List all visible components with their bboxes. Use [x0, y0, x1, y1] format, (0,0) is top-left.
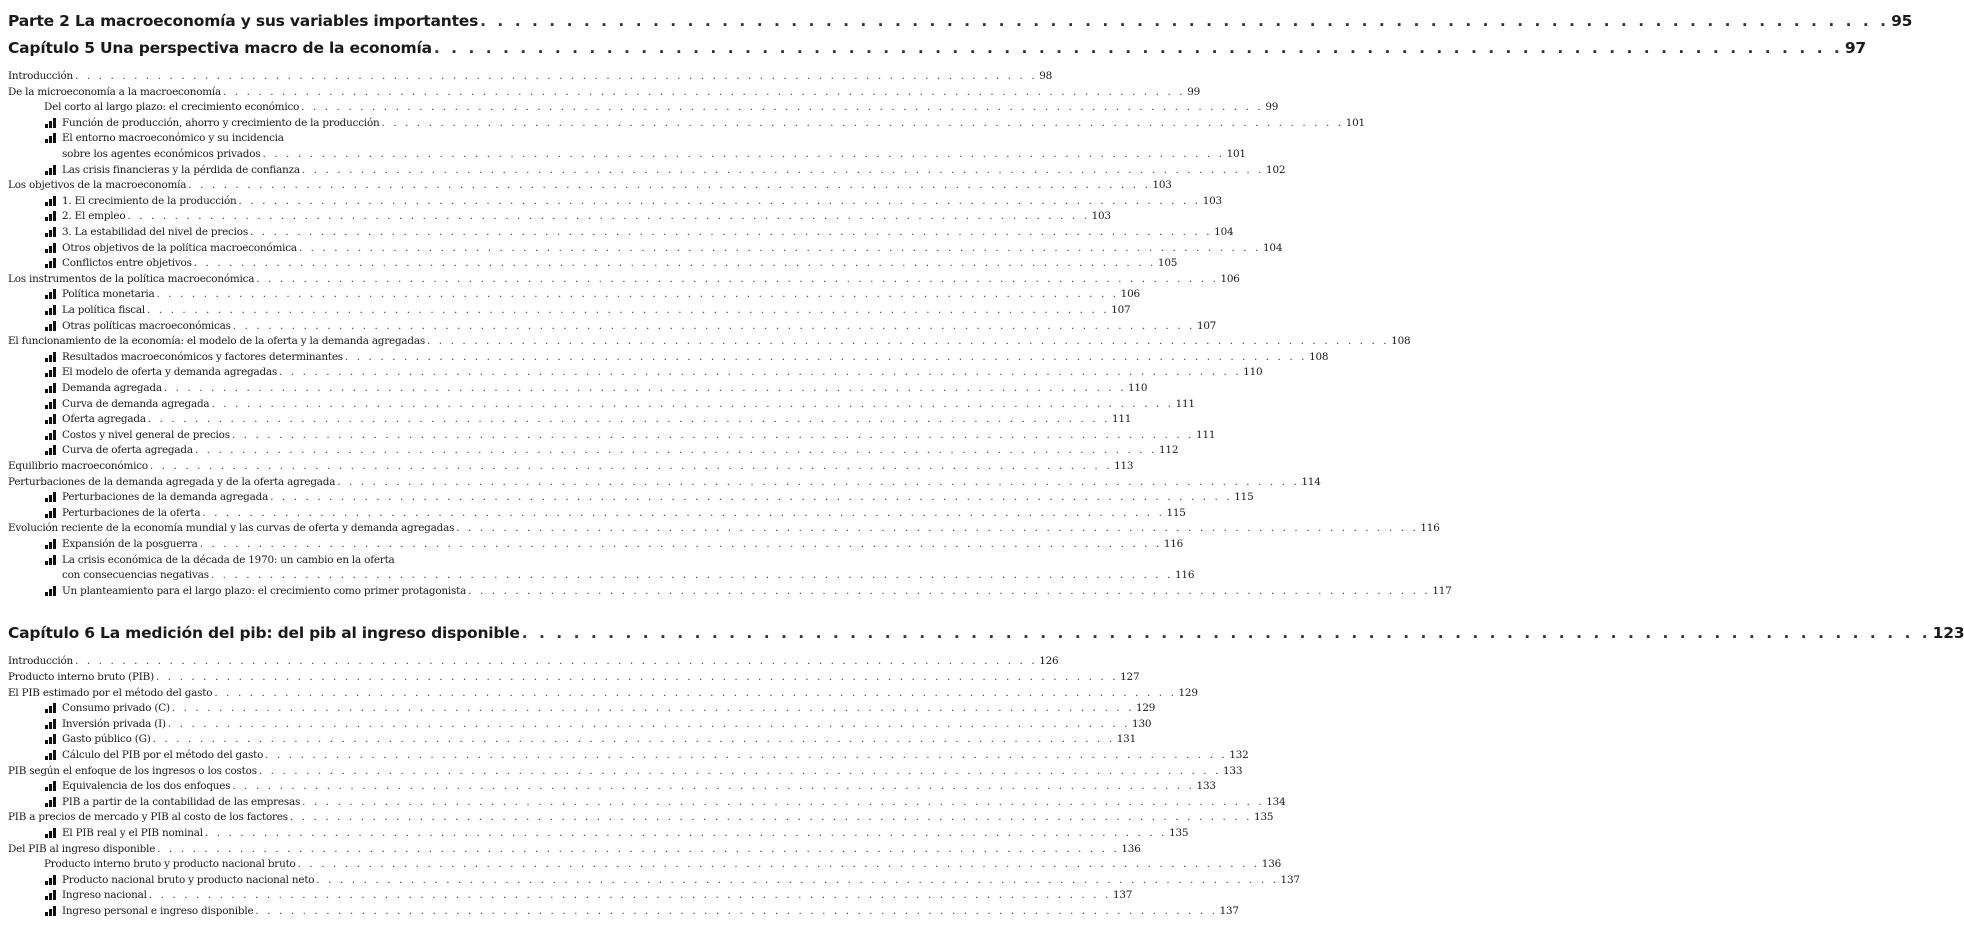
- toc-page-number: 129: [1135, 702, 1156, 715]
- toc-section-entry[interactable]: [8, 68, 1053, 82]
- toc-subsection-entry[interactable]: [62, 567, 1195, 582]
- bar-chart-icon: [44, 227, 59, 238]
- dot-leader: . . . . . . . . . . . . . . . . . . . . . . . . . . . . . . . . . . . . . . . . . . . . . . . . . . . . . . . . . . . . . . . . . . . . . . . . . . . . . . . . . .: [381, 116, 1344, 129]
- toc-section-entry[interactable]: [8, 271, 1240, 285]
- bar-chart-icon: [44, 797, 59, 808]
- toc-subsection-entry[interactable]: [44, 442, 1179, 457]
- toc-page-number: 107: [1196, 319, 1217, 332]
- toc-subsection-entry[interactable]: [44, 794, 1286, 808]
- dot-leader: . . . . . . . . . . . . . . . . . . . . . . . . . . . . . . . . . . . . . . . . . . . . . . . . . . . . . . . . . . . . . . . . . . . . . . . . . . . . . . . . . .: [211, 397, 1174, 410]
- toc-entry-title: Ingreso nacional: [62, 889, 147, 902]
- toc-subsection-entry[interactable]: [44, 99, 1279, 114]
- toc-entry-title: Un planteamiento para el largo plazo: el crecimiento como primer protagonista: [62, 584, 467, 597]
- bar-chart-icon: [44, 367, 59, 378]
- dot-leader: . . . . . . . . . . . . . . . . . . . . . . . . . . . . . . . . . . . . . . . . . . . . . . . . . . . . . . . . . . . . . . . . . . . . . . . . . . . . . . . . . .: [468, 584, 1431, 597]
- dot-leader: . . . . . . . . . . . . . . . . . . . . . . . . . . . . . . . . . . . . . . . . . . . . . . . . . . . . . . . . . . . . . . . . . . . . . . . . . . . . . . . . . .: [256, 272, 1219, 285]
- toc-entry-title: La crisis económica de la década de 1970: un cambio en la oferta: [62, 553, 395, 566]
- toc-entry-title: PIB a precios de mercado y PIB al costo de los factores: [8, 811, 288, 824]
- toc-subsection-entry[interactable]: [44, 427, 1216, 441]
- toc-entry-title: Perturbaciones de la oferta: [62, 506, 201, 519]
- toc-subsection-entry[interactable]: [44, 505, 1186, 519]
- toc-page-number: 131: [1116, 733, 1136, 746]
- bar-chart-icon: [44, 445, 59, 456]
- toc-entry-title: Del corto al largo plazo: el crecimiento económico: [44, 101, 300, 114]
- toc-entry-title: Perturbaciones de la demanda agregada: [62, 491, 269, 504]
- toc-page-number: 135: [1254, 811, 1274, 824]
- toc-page-number: 103: [1091, 210, 1111, 223]
- toc-page-number: 110: [1128, 382, 1148, 394]
- toc-subsection-entry[interactable]: [44, 130, 592, 144]
- toc-entry-title: Introducción: [8, 70, 74, 82]
- toc-subsection-entry[interactable]: [44, 583, 1452, 597]
- dot-leader: . . . . . . . . . . . . . . . . . . . . . . . . . . . . . . . . . . . . . . . . . . . . . . . . . . . . . . . . . . . . . . . . . . . . . . . . . . . . . . . . . .: [344, 350, 1308, 363]
- toc-entry-title: Gasto público (G): [62, 733, 151, 746]
- toc-page-number: 108: [1309, 350, 1329, 363]
- bar-chart-icon: [44, 906, 59, 917]
- toc-subsection-entry[interactable]: [44, 240, 1283, 254]
- dot-leader: . . . . . . . . . . . . . . . . . . . . . . . . . . . . . . . . . . . . . . . . . . . . . . . . . . . . . . . . . . . . . . . . . . . . . . . . . . . . . . . . . .: [232, 319, 1195, 332]
- toc-subsection-entry[interactable]: [44, 716, 1152, 730]
- toc-page-number: 103: [1202, 194, 1222, 207]
- toc-entry-title: El entorno macroeconómico y su incidencia: [62, 132, 284, 145]
- toc-entry-title: Del PIB al ingreso disponible: [8, 842, 156, 855]
- toc-subsection-entry[interactable]: [44, 731, 1136, 746]
- toc-subsection-entry[interactable]: [44, 489, 1254, 504]
- dot-leader: . . . . . . . . . . . . . . . . . . . . . . . . . . . . . . . . . . . . . . . . . . . . . . . . . . . . . . . . . . . . . . . . . . . . . . . . . . . . . . . . . .: [147, 304, 1110, 316]
- toc-page-number: 104: [1214, 226, 1234, 238]
- toc-entry-title: Costos y nivel general de precios: [62, 428, 230, 441]
- toc-entry-title: Curva de demanda agregada: [62, 397, 210, 410]
- toc-subsection-entry[interactable]: [44, 162, 1286, 176]
- toc-page-number: 98: [1039, 70, 1053, 82]
- bar-chart-icon: [44, 383, 59, 394]
- bar-chart-icon: [44, 118, 59, 129]
- toc-entry-title: Producto interno bruto y producto nacional bruto: [44, 858, 296, 871]
- toc-entry-title: Otras políticas macroeconómicas: [62, 319, 231, 332]
- toc-section-entry[interactable]: [8, 520, 1440, 535]
- dot-leader: . . . . . . . . . . . . . . . . . . . . . . . . . . . . . . . . . . . . . . . . . . . . . . . . . . . . . . . . . . . . . . . . . . . . . . . . . . . . . . . . . .: [210, 569, 1173, 582]
- bar-chart-icon: [44, 289, 59, 300]
- toc-page-number: 132: [1229, 749, 1249, 761]
- toc-entry-title: Demanda agregada: [62, 382, 162, 394]
- dot-leader: . . . . . . . . . . . . . . . . . . . . . . . . . . . . . . . . . . . . . . . . . . . . . . . . . . . . . . . . . . . . . . . . . . . . . . . . . . . . . . . . . .: [337, 475, 1300, 488]
- toc-entry-title: Cálculo del PIB por el método del gasto: [62, 749, 264, 761]
- toc-page-number: 123: [1932, 624, 1964, 643]
- toc-page-number: 134: [1266, 795, 1286, 808]
- bar-chart-icon: [44, 258, 59, 269]
- toc-entry-title: con consecuencias negativas: [62, 569, 209, 582]
- toc-entry-title: Consumo privado (C): [62, 702, 170, 715]
- toc-entry-title: Función de producción, ahorro y crecimiento de la producción: [62, 116, 380, 129]
- dot-leader: . . . . . . . . . . . . . . . . . . . . . . . . . . . . . . . . . . . . . . . . . . . . . . . . . . . . . . . . . . . . . . . . . . . . . . . . . . . . . . . . . .: [148, 889, 1111, 902]
- bar-chart-icon: [44, 492, 59, 503]
- toc-section-entry[interactable]: [8, 458, 1134, 472]
- dot-leader: . . . . . . . . . . . . . . . . . . . . . . . . . . . . . . . . . . . . . . . . . . . . . . . . . . . . . . . . . . . . . . . . . . . . . . . . . . . . . . . . . .: [157, 842, 1120, 855]
- toc-subsection-entry[interactable]: [44, 825, 1189, 839]
- dot-leader: . . . . . . . . . . . . . . . . . . . . . . . . . . . . . . . . . . . . . . . . . . . . . . . . . . . . . . . . . . . . . . . . . . . . . . . . . . . . . . . . . .: [156, 288, 1119, 301]
- dot-leader: . . . . . . . . . . . . . . . . . . . . . . . . . . . . . . . . . . . . . . . . . . . . . . . . . . . . . . . . . . . . . . . . . . . . . . . . . . . . . . . . . .: [75, 70, 1038, 82]
- toc-entry-title: PIB según el enfoque de los ingresos o los costos: [8, 764, 257, 777]
- dot-leader: . . . . . . . . . . . . . . . . . . . . . . . . . . . . . . . . . . . . . . . . . . . . . . . . . . . . . . . . . . . . . . . . . . . . . . . . . . . . . . . . . .: [152, 733, 1115, 746]
- toc-section-entry[interactable]: [8, 685, 1198, 699]
- toc-section-entry[interactable]: [8, 333, 1411, 348]
- dot-leader: . . . . . . . . . . . . . . . . . . . . . . . . . . . . . . . . . . . . . . . . . . . . . . . . . . . . . . . . . . . . . . . . . . . . . . . . . . . . . . . . . .: [289, 811, 1253, 824]
- bar-chart-icon: [44, 196, 59, 207]
- toc-page-number: 102: [1266, 163, 1286, 176]
- dot-leader: . . . . . . . . . . . . . . . . . . . . . . . . . . . . . . . . . . . . . . . . . . . . . . . . . . . . . . . . . . . . . . . . . . . . . . . . . . . . . . . . . .: [456, 522, 1419, 535]
- dot-leader: . . . . . . . . . . . . . . . . . . . . . . . . . . . . . . . . . . . . . . . . . . . . . . . . . . . . . . . . . . . . . . . . . . . . . . . . . . . . . . . . . .: [214, 686, 1177, 699]
- toc-page-number: 101: [1226, 148, 1246, 160]
- dot-leader: . . . . . . . . . . . . . . . . . . . . . . . . . . . . . . . . . . . . . . . . . . . . . . . . . . . . . . . . . . . . . . . . . . . . . . . . . . . . . . . . . .: [427, 335, 1390, 348]
- toc-section-entry[interactable]: [8, 669, 1140, 683]
- bar-chart-icon: [44, 211, 59, 222]
- toc-entry-title: Conflictos entre objetivos: [62, 257, 192, 270]
- dot-leader: . . . . . . . . . . . . . . . . . . . . . . . . . . . . . . . . . . . . . . . . . . . . . . . . . . . . . . . . . . . . . . . . . . . . . . . . . . . . . . . . . .: [297, 858, 1260, 871]
- toc-subsection-entry[interactable]: [44, 255, 1178, 270]
- toc-subsection-entry[interactable]: [44, 115, 1365, 129]
- bar-chart-icon: [44, 875, 59, 886]
- toc-page-number: 111: [1196, 428, 1216, 441]
- toc-entry-title: Producto interno bruto (PIB): [8, 671, 154, 683]
- bar-chart-icon: [44, 586, 59, 597]
- toc-section-entry[interactable]: [8, 474, 1321, 488]
- toc-page-number: 116: [1163, 538, 1184, 550]
- toc-entry-title: Capítulo 6 La medición del pib: del pib al ingreso disponible: [8, 624, 520, 643]
- toc-page-number: 107: [1111, 304, 1131, 316]
- toc-page-number: 101: [1345, 116, 1365, 129]
- toc-subsection-entry[interactable]: [44, 778, 1216, 793]
- toc-entry-title: Los objetivos de la macroeconomía: [8, 179, 187, 192]
- toc-entry-title: Política monetaria: [62, 288, 155, 301]
- dot-leader: . . . . . . . . . . . . . . . . . . . . . . . . . . . . . . . . . . . . . . . . . . . . . . . . . . . . . . . . . . . . . . . . . . . . . . . . . . . . . . . . . .: [232, 780, 1195, 793]
- dot-leader: . . . . . . . . . . . . . . . . . . . . . . . . . . . . . . . . . . . . . . . . . . . . . . . . . . . . . . . . . . . . . . . . . . . . . . . . . . . . . . . . . .: [249, 226, 1213, 238]
- toc-page-number: 97: [1844, 39, 1866, 57]
- bar-chart-icon: [44, 703, 59, 714]
- toc-entry-title: Ingreso personal e ingreso disponible: [62, 905, 254, 917]
- toc-entry-title: Perturbaciones de la demanda agregada y de la oferta agregada: [8, 475, 336, 488]
- toc-entry-title: Introducción: [8, 655, 74, 668]
- toc-page-number: 116: [1420, 522, 1440, 535]
- dot-leader: . . . . . . . . . . . . . . . . . . . . . . . . . . . . . . . . . . . . . . . . . . . . . . . . . . . . . . . . . . . . . . . . . . . . . . . . . . . . . . . . . .: [302, 795, 1265, 808]
- toc-subsection-entry[interactable]: [44, 380, 1148, 394]
- toc-subsection-entry[interactable]: [44, 887, 1133, 902]
- toc-subsection-entry[interactable]: [44, 396, 1195, 410]
- toc-entry-title: Otros objetivos de la política macroeconómica: [62, 241, 297, 254]
- dot-leader: . . . . . . . . . . . . . . . . . . . . . . . . . . . . . . . . . . . . . . . . . . . . . . . . . . . . . . . . . . . . . . . . . . . . . . . . . . . . . . . . . .: [193, 257, 1156, 270]
- dot-leader: . . . . . . . . . . . . . . . . . . . . . . . . . . . . . . . . . . . . . . . . . . . . . . . . . . . . . . . . . . . . . . . . . . . . . . . . . . . . . . . . . .: [204, 827, 1168, 839]
- dot-leader: . . . . . . . . . . . . . . . . . . . . . . . . . . . . . . . . . . . . . . . . . . . . . . . . . . . . . . . . . . . . . . . . . . . . . . . . . . . . . . . . . .: [202, 506, 1165, 519]
- toc-subsection-entry[interactable]: [44, 536, 1184, 550]
- toc-page-number: 113: [1114, 460, 1134, 472]
- toc-section-entry[interactable]: [8, 177, 1172, 192]
- toc-entry-title: Resultados macroeconómicos y factores determinantes: [62, 350, 343, 363]
- toc-page-number: 114: [1301, 475, 1321, 488]
- toc-entry-title: El modelo de oferta y demanda agregadas: [62, 366, 278, 379]
- dot-leader: . . . . . . . . . . . . . . . . . . . . . . . . . . . . . . . . . . . . . . . . . . . . . . . . . . . . . . . . . . . . . . . . . . . . . . . . . . . . . . . . . .: [147, 413, 1110, 426]
- bar-chart-icon: [44, 539, 59, 550]
- toc-subsection-entry[interactable]: [44, 364, 1263, 379]
- dot-leader: . . . . . . . . . . . . . . . . . . . . . . . . . . . . . . . . . . . . . . . . . . . . . . . . . . . . . . . . . . . . . . . . . . . . . . . . . . . . . . . . . .: [301, 101, 1264, 114]
- toc-subsection-entry[interactable]: [44, 552, 592, 566]
- bar-chart-icon: [44, 781, 59, 792]
- toc-entry-title: Capítulo 5 Una perspectiva macro de la economía: [8, 39, 432, 57]
- toc-subsection-entry[interactable]: [44, 349, 1329, 363]
- toc-page-number: 137: [1112, 889, 1133, 902]
- toc-chapter-heading[interactable]: [8, 620, 1964, 643]
- bar-chart-icon: [44, 750, 59, 761]
- dot-leader: . . . . . . . . . . . . . . . . . . . . . . . . . . . . . . . . . . . . . . . . . . . . . . . . . . . . . . . . . . . . . . . . . . . . . . . . . . . . . . . . . .: [155, 671, 1119, 683]
- toc-subsection-entry[interactable]: [44, 224, 1234, 238]
- dot-leader: . . . . . . . . . . . . . . . . . . . . . . . . . . . . . . . . . . . . . . . . . . . . . . . . . . . . . . . . . . . . . . . . . . . . . . . . . . . . . . . . . .: [194, 444, 1157, 457]
- toc-subsection-entry[interactable]: [44, 411, 1132, 426]
- bar-chart-icon: [44, 430, 59, 441]
- bar-chart-icon: [44, 305, 59, 316]
- bar-chart-icon: [44, 133, 59, 144]
- toc-subsection-entry[interactable]: [44, 302, 1131, 316]
- toc-subsection-entry[interactable]: [44, 872, 1300, 886]
- toc-entry-title: 2. El empleo: [62, 210, 126, 223]
- toc-page-number: 105: [1157, 257, 1178, 270]
- bar-chart-icon: [44, 399, 59, 410]
- toc-entry-title: Curva de oferta agregada: [62, 444, 193, 457]
- toc-subsection-entry[interactable]: [44, 286, 1140, 301]
- toc-page-number: 95: [1891, 12, 1913, 30]
- dot-leader: . . . . . . . . . . . . . . . . . . . . . . . . . . . . . . . . . . . . . . . . . . . . . . . . . . . . . . . . . . . . . . . . . . . . . . . . . . . . . . . . . .: [279, 366, 1242, 379]
- toc-page-number: 129: [1178, 686, 1198, 699]
- toc-page-number: 106: [1120, 288, 1140, 301]
- dot-leader: . . . . . . . . . . . . . . . . . . . . . . . . . . . . . . . . . . . . . . . . . . . . . . . . . . . . . . . . . . . . . . . . . . . . . . . . . . . . . . . . . .: [521, 624, 1931, 643]
- toc-entry-title: Los instrumentos de la política macroeconómica: [8, 272, 255, 285]
- toc-entry-title: 3. La estabilidad del nivel de precios: [62, 226, 248, 238]
- toc-page-number: 112: [1159, 444, 1179, 457]
- dot-leader: . . . . . . . . . . . . . . . . . . . . . . . . . . . . . . . . . . . . . . . . . . . . . . . . . . . . . . . . . . . . . . . . . . . . . . . . . . . . . . . . . .: [199, 538, 1162, 550]
- dot-leader: . . . . . . . . . . . . . . . . . . . . . . . . . . . . . . . . . . . . . . . . . . . . . . . . . . . . . . . . . . . . . . . . . . . . . . . . . . . . . . . . . .: [75, 655, 1038, 668]
- toc-page-number: 110: [1243, 366, 1263, 379]
- toc-page-number: 137: [1219, 905, 1239, 917]
- toc-section-entry[interactable]: [8, 809, 1274, 824]
- toc-section-entry[interactable]: [8, 84, 1201, 98]
- toc-entry-title: PIB a partir de la contabilidad de las empresas: [62, 795, 301, 808]
- dot-leader: . . . . . . . . . . . . . . . . . . . . . . . . . . . . . . . . . . . . . . . . . . . . . . . . . . . . . . . . . . . . . . . . . . . . . . . . . . . . . . . . . .: [262, 148, 1225, 160]
- dot-leader: . . . . . . . . . . . . . . . . . . . . . . . . . . . . . . . . . . . . . . . . . . . . . . . . . . . . . . . . . . . . . . . . . . . . . . . . . . . . . . . . . .: [223, 85, 1186, 98]
- toc-page-number: 103: [1152, 179, 1172, 192]
- toc-subsection-entry[interactable]: [44, 208, 1111, 223]
- dot-leader: . . . . . . . . . . . . . . . . . . . . . . . . . . . . . . . . . . . . . . . . . . . . . . . . . . . . . . . . . . . . . . . . . . . . . . . . . . . . . . . . . .: [316, 873, 1279, 886]
- dot-leader: . . . . . . . . . . . . . . . . . . . . . . . . . . . . . . . . . . . . . . . . . . . . . . . . . . . . . . . . . . . . . . . . . . . . . . . . . . . . . . . . . .: [188, 179, 1151, 192]
- bar-chart-icon: [44, 165, 59, 176]
- toc-page-number: 106: [1220, 272, 1240, 285]
- toc-page-number: 104: [1263, 241, 1283, 254]
- dot-leader: . . . . . . . . . . . . . . . . . . . . . . . . . . . . . . . . . . . . . . . . . . . . . . . . . . . . . . . . . . . . . . . . . . . . . . . . . . . . . . . . . .: [238, 194, 1201, 207]
- toc-page-number: 136: [1121, 842, 1141, 855]
- dot-leader: . . . . . . . . . . . . . . . . . . . . . . . . . . . . . . . . . . . . . . . . . . . . . . . . . . . . . . . . . . . . . . . . . . . . . . . . . . . . . . . . . .: [480, 12, 1890, 30]
- dot-leader: . . . . . . . . . . . . . . . . . . . . . . . . . . . . . . . . . . . . . . . . . . . . . . . . . . . . . . . . . . . . . . . . . . . . . . . . . . . . . . . . . .: [301, 163, 1265, 176]
- toc-section-entry[interactable]: [8, 653, 1059, 668]
- toc-page-number: 115: [1166, 506, 1186, 519]
- bar-chart-icon: [44, 243, 59, 254]
- toc-entry-title: El PIB real y el PIB nominal: [62, 827, 203, 839]
- toc-entry-title: Equivalencia de los dos enfoques: [62, 780, 231, 793]
- dot-leader: . . . . . . . . . . . . . . . . . . . . . . . . . . . . . . . . . . . . . . . . . . . . . . . . . . . . . . . . . . . . . . . . . . . . . . . . . . . . . . . . . .: [231, 428, 1195, 441]
- toc-entry-title: La política fiscal: [62, 304, 146, 316]
- toc-page-number: 111: [1175, 397, 1195, 410]
- toc-section-entry[interactable]: [8, 841, 1141, 855]
- toc-subsection-entry[interactable]: [62, 146, 1246, 160]
- toc-page-number: 117: [1432, 584, 1452, 597]
- bar-chart-icon: [44, 555, 59, 566]
- toc-page-number: 137: [1280, 873, 1300, 886]
- toc-page-number: 136: [1261, 858, 1282, 871]
- toc-subsection-entry[interactable]: [44, 747, 1249, 761]
- toc-page-number: 126: [1039, 655, 1059, 668]
- toc-entry-title: Expansión de la posguerra: [62, 538, 198, 550]
- toc-entry-title: sobre los agentes económicos privados: [62, 148, 261, 160]
- dot-leader: . . . . . . . . . . . . . . . . . . . . . . . . . . . . . . . . . . . . . . . . . . . . . . . . . . . . . . . . . . . . . . . . . . . . . . . . . . . . . . . . . .: [270, 491, 1233, 504]
- toc-entry-title: 1. El crecimiento de la producción: [62, 194, 237, 207]
- toc-page-number: 115: [1234, 491, 1254, 504]
- bar-chart-icon: [44, 828, 59, 839]
- bar-chart-icon: [44, 321, 59, 332]
- toc-entry-title: De la microeconomía a la macroeconomía: [8, 85, 222, 98]
- toc-page-number: 135: [1169, 827, 1189, 839]
- toc-subsection-entry[interactable]: [44, 193, 1222, 207]
- dot-leader: . . . . . . . . . . . . . . . . . . . . . . . . . . . . . . . . . . . . . . . . . . . . . . . . . . . . . . . . . . . . . . . . . . . . . . . . . . . . . . . . . .: [298, 241, 1262, 254]
- toc-entry-title: Equilibrio macroeconómico: [8, 460, 148, 472]
- dot-leader: . . . . . . . . . . . . . . . . . . . . . . . . . . . . . . . . . . . . . . . . . . . . . . . . . . . . . . . . . . . . . . . . . . . . . . . . . . . . . . . . . .: [163, 382, 1126, 394]
- toc-page-number: 108: [1391, 335, 1411, 348]
- dot-leader: . . . . . . . . . . . . . . . . . . . . . . . . . . . . . . . . . . . . . . . . . . . . . . . . . . . . . . . . . . . . . . . . . . . . . . . . . . . . . . . . . .: [258, 764, 1222, 777]
- toc-page-number: 133: [1196, 780, 1216, 793]
- toc-entry-title: El funcionamiento de la economía: el modelo de la oferta y la demanda agregadas: [8, 335, 425, 348]
- toc-page-number: 116: [1175, 569, 1195, 582]
- dot-leader: . . . . . . . . . . . . . . . . . . . . . . . . . . . . . . . . . . . . . . . . . . . . . . . . . . . . . . . . . . . . . . . . . . . . . . . . . . . . . . . . . .: [149, 460, 1113, 472]
- toc-entry-title: Inversión privada (I): [62, 717, 166, 730]
- toc-entry-title: Parte 2 La macroeconomía y sus variables importantes: [8, 12, 479, 30]
- toc-section-entry[interactable]: [8, 763, 1243, 777]
- bar-chart-icon: [44, 890, 59, 901]
- toc-page-number: 127: [1120, 671, 1140, 683]
- bar-chart-icon: [44, 734, 59, 745]
- toc-page-number: 111: [1111, 413, 1132, 426]
- bar-chart-icon: [44, 508, 59, 519]
- dot-leader: . . . . . . . . . . . . . . . . . . . . . . . . . . . . . . . . . . . . . . . . . . . . . . . . . . . . . . . . . . . . . . . . . . . . . . . . . . . . . . . . . .: [167, 717, 1131, 730]
- bar-chart-icon: [44, 414, 59, 425]
- dot-leader: . . . . . . . . . . . . . . . . . . . . . . . . . . . . . . . . . . . . . . . . . . . . . . . . . . . . . . . . . . . . . . . . . . . . . . . . . . . . . . . . . .: [255, 905, 1218, 917]
- dot-leader: . . . . . . . . . . . . . . . . . . . . . . . . . . . . . . . . . . . . . . . . . . . . . . . . . . . . . . . . . . . . . . . . . . . . . . . . . . . . . . . . . .: [171, 702, 1134, 715]
- toc-page-number: 130: [1132, 717, 1152, 730]
- toc-page-number: 99: [1265, 101, 1279, 114]
- toc-entry-title: El PIB estimado por el método del gasto: [8, 686, 213, 699]
- toc-page-number: 99: [1187, 85, 1201, 98]
- toc-chapter-heading[interactable]: [8, 35, 1866, 57]
- dot-leader: . . . . . . . . . . . . . . . . . . . . . . . . . . . . . . . . . . . . . . . . . . . . . . . . . . . . . . . . . . . . . . . . . . . . . . . . . . . . . . . . . .: [433, 39, 1843, 57]
- dot-leader: . . . . . . . . . . . . . . . . . . . . . . . . . . . . . . . . . . . . . . . . . . . . . . . . . . . . . . . . . . . . . . . . . . . . . . . . . . . . . . . . . .: [127, 210, 1090, 223]
- toc-entry-title: Las crisis financieras y la pérdida de confianza: [62, 163, 300, 176]
- toc-part-heading[interactable]: [8, 8, 1913, 30]
- toc-entry-title: Oferta agregada: [62, 413, 146, 426]
- toc-subsection-entry[interactable]: [44, 318, 1217, 332]
- dot-leader: . . . . . . . . . . . . . . . . . . . . . . . . . . . . . . . . . . . . . . . . . . . . . . . . . . . . . . . . . . . . . . . . . . . . . . . . . . . . . . . . . .: [265, 749, 1228, 761]
- toc-subsection-entry[interactable]: [44, 856, 1282, 871]
- toc-subsection-entry[interactable]: [44, 700, 1156, 715]
- toc-entry-title: Producto nacional bruto y producto nacional neto: [62, 873, 315, 886]
- toc-entry-title: Evolución reciente de la economía mundial y las curvas de oferta y demanda agregadas: [8, 522, 455, 535]
- toc-page-number: 133: [1223, 764, 1243, 777]
- bar-chart-icon: [44, 719, 59, 730]
- bar-chart-icon: [44, 352, 59, 363]
- toc-subsection-entry[interactable]: [44, 903, 1239, 917]
